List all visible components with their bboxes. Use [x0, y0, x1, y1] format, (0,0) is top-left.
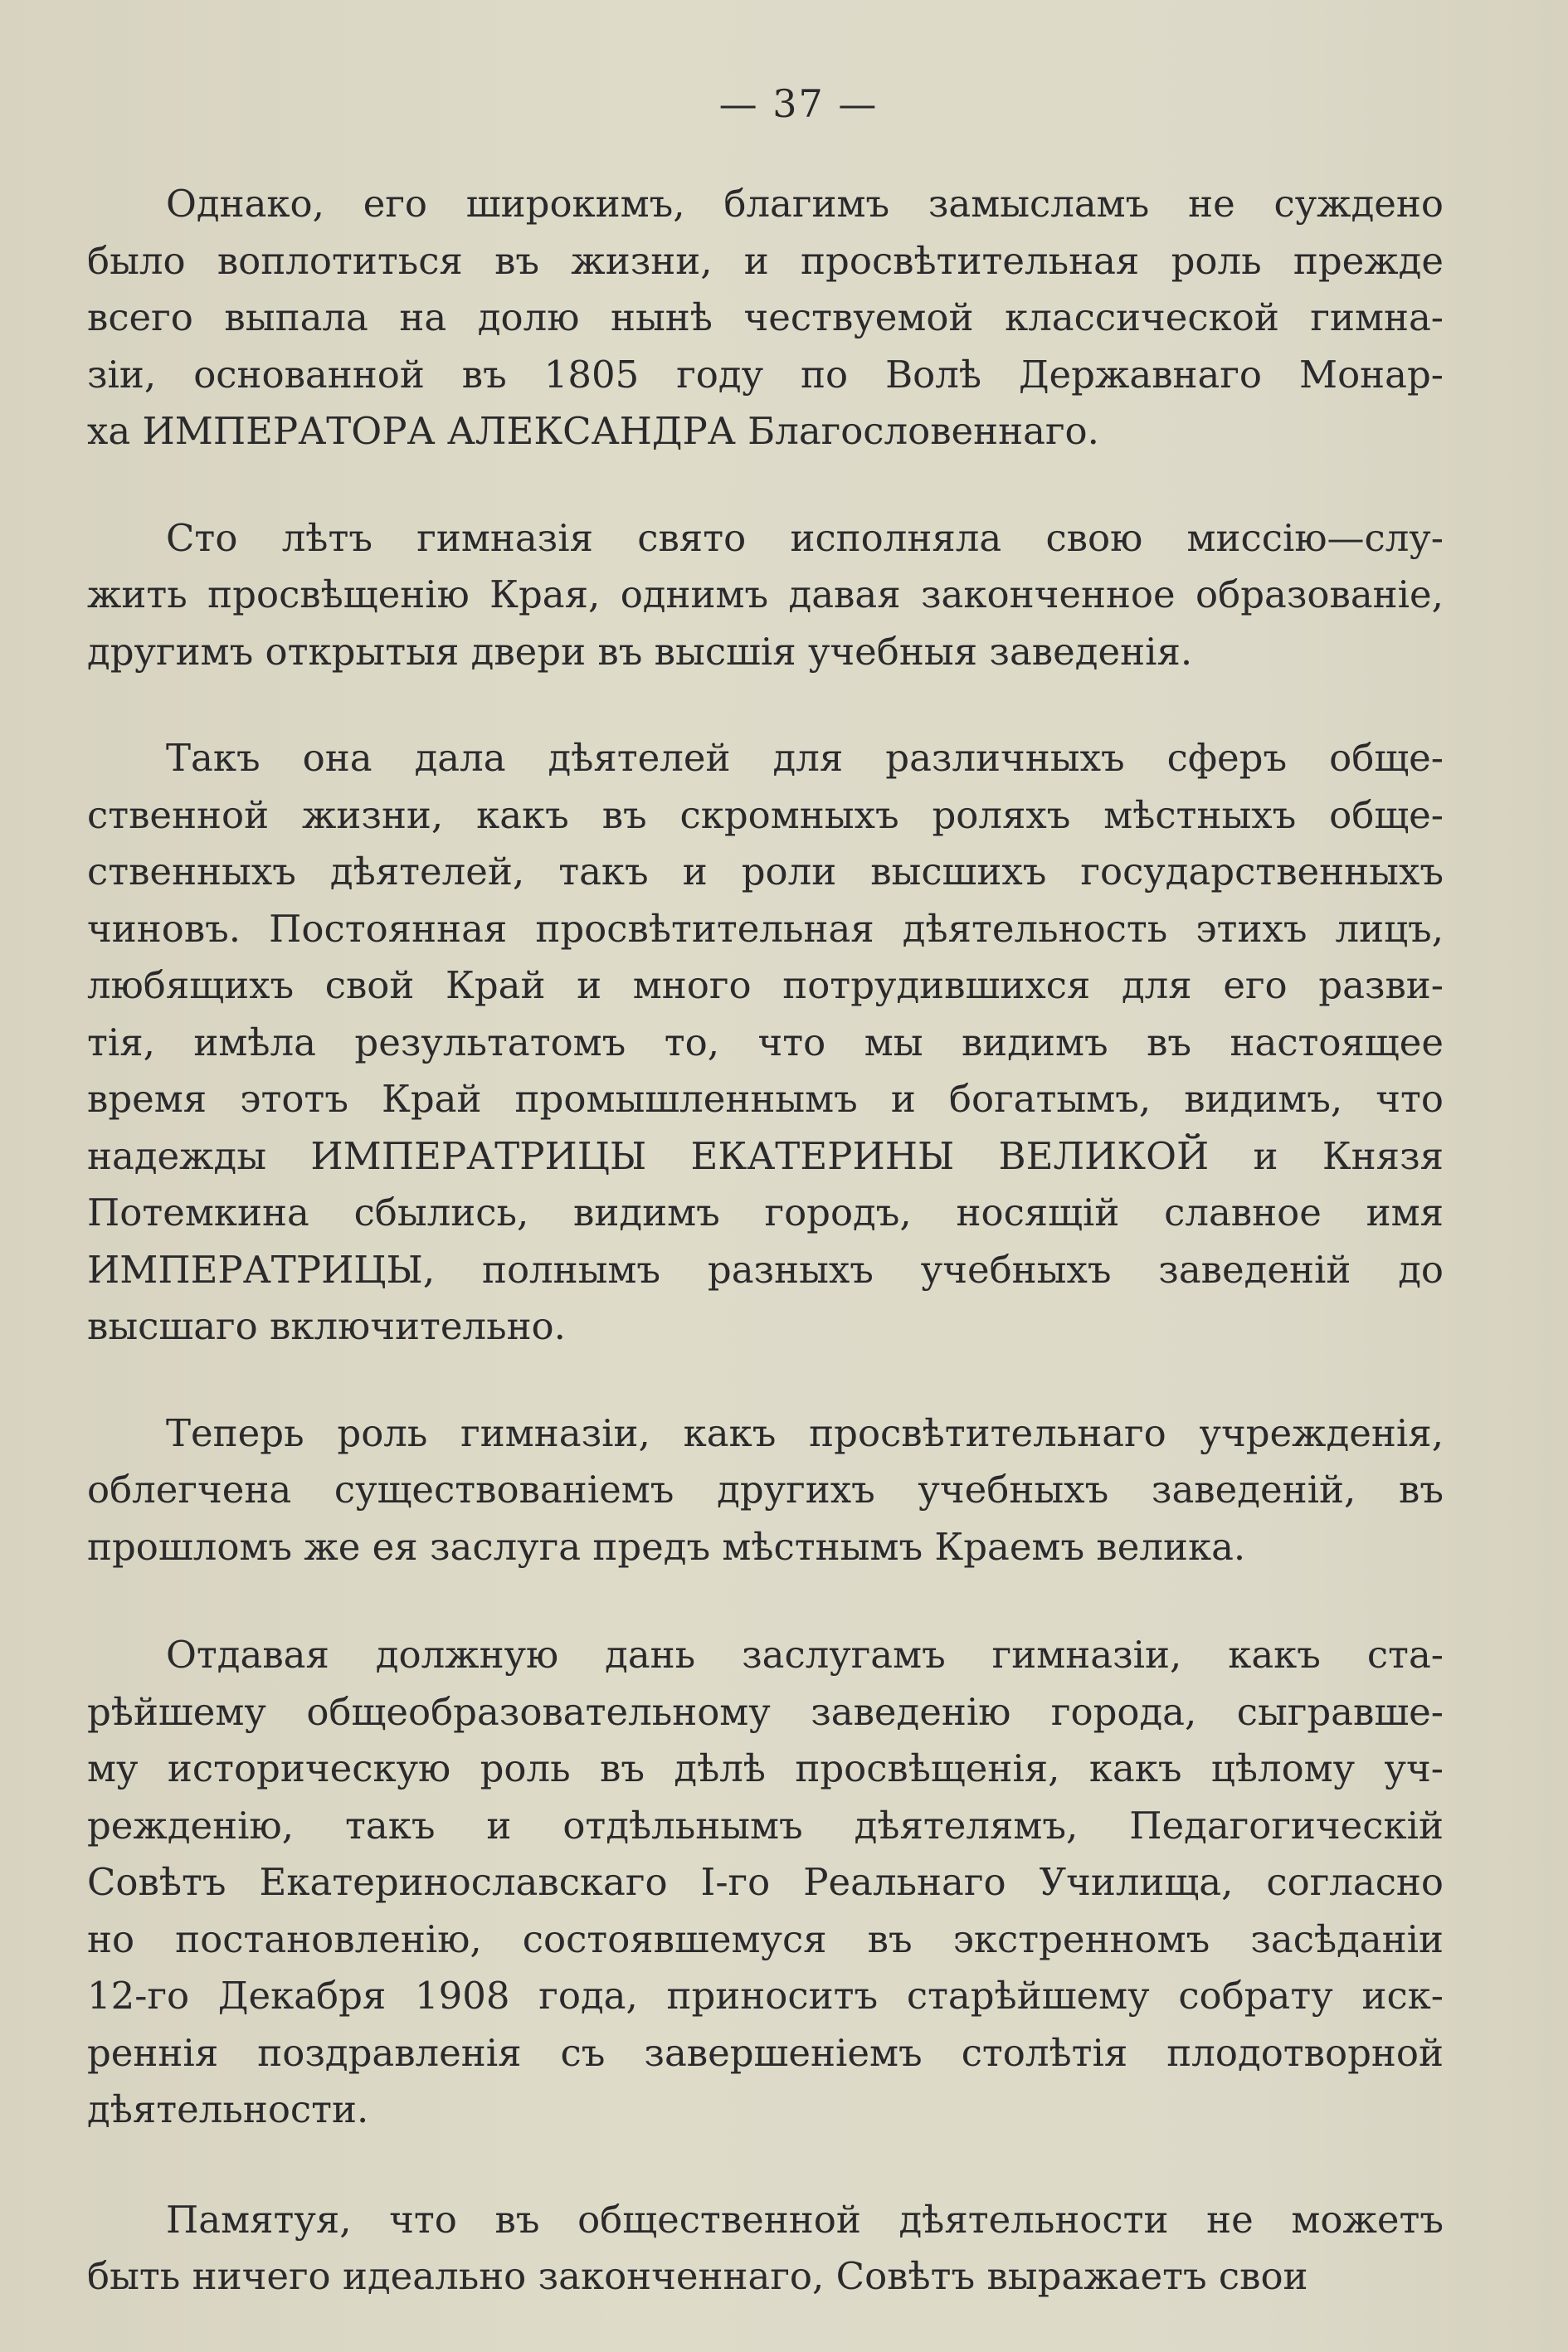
paragraph-4	[87, 1405, 1444, 1576]
text-line: дѣятельности.	[87, 2087, 369, 2131]
text-line: любящихъ свой Край и много потрудившихся для его разви-	[87, 963, 1444, 1007]
text-line: му историческую роль въ дѣлѣ просвѣщенія, какъ цѣлому уч-	[87, 1746, 1444, 1790]
page-number: — 37 —	[718, 81, 879, 126]
text-line: всего выпала на долю нынѣ чествуемой классической гимна-	[87, 295, 1444, 339]
paragraph-gap	[87, 460, 1444, 510]
paragraph-gap	[87, 2139, 1444, 2192]
paragraph-3	[87, 730, 1444, 1356]
text-line: высшаго включительно.	[87, 1304, 566, 1348]
text-line: время этотъ Край промышленнымъ и богатымъ, видимъ, что	[87, 1077, 1444, 1121]
text-line: ственныхъ дѣятелей, такъ и роли высшихъ государственныхъ	[87, 850, 1444, 894]
text-line: облегчена существованіемъ другихъ учебныхъ заведеній, въ	[87, 1468, 1444, 1512]
paragraph-1	[87, 176, 1444, 460]
paragraph-gap	[87, 680, 1444, 730]
text-line: быть ничего идеально законченнаго, Совѣтъ выражаетъ свои	[87, 2254, 1308, 2298]
text-line: Однако, его широкимъ, благимъ замысламъ не суждено	[166, 182, 1444, 226]
text-line: Совѣтъ Екатеринославскаго І-го Реальнаго Училища, согласно	[87, 1860, 1444, 1904]
text-line: тія, имѣла результатомъ то, что мы видимъ въ настоящее	[87, 1020, 1444, 1064]
text-line: надежды ИМПЕРАТРИЦЫ ЕКАТЕРИНЫ ВЕЛИКОЙ и Князя	[87, 1133, 1444, 1178]
text-line: ИМПЕРАТРИЦЫ, полнымъ разныхъ учебныхъ заведеній до	[87, 1247, 1444, 1292]
text-line: Потемкина сбылись, видимъ городъ, носящій славное имя	[87, 1191, 1444, 1234]
text-line: прошломъ же ея заслуга предъ мѣстнымъ Краемъ велика.	[87, 1524, 1246, 1569]
text-line: но постановленію, состоявшемуся въ экстренномъ засѣданіи	[87, 1916, 1444, 1961]
paragraph-5	[87, 1627, 1444, 2139]
text-line: Такъ она дала дѣятелей для различныхъ сферъ обще-	[166, 736, 1444, 780]
text-line: рѣйшему общеобразовательному заведенію города, сыгравше-	[87, 1689, 1444, 1734]
paragraph-gap	[87, 1575, 1444, 1627]
paragraph-2	[87, 510, 1444, 681]
text-line: режденію, такъ и отдѣльнымъ дѣятелямъ, Педагогическій	[87, 1803, 1444, 1848]
text-line: чиновъ. Постоянная просвѣтительная дѣятельность этихъ лицъ,	[87, 906, 1444, 951]
text-line: 12-го Декабря 1908 года, приноситъ старѣйшему собрату иск-	[87, 1974, 1444, 2018]
text-line: зіи, основанной въ 1805 году по Волѣ Державнаго Монар-	[87, 352, 1444, 397]
text-line: реннія поздравленія съ завершеніемъ столѣтія плодотворной	[87, 2030, 1444, 2075]
text-line: Сто лѣтъ гимназія свято исполняла свою миссію—слу-	[166, 515, 1444, 560]
text-line: ственной жизни, какъ въ скромныхъ роляхъ мѣстныхъ обще-	[87, 792, 1444, 837]
paragraph-6	[87, 2192, 1444, 2306]
text-line: Отдавая должную дань заслугамъ гимназіи, какъ ста-	[166, 1633, 1444, 1677]
text-line: ха ИМПЕРАТОРА АЛЕКСАНДРА Благословеннаго.	[87, 409, 1099, 453]
text-line: другимъ открытыя двери въ высшія учебныя заведенія.	[87, 629, 1193, 674]
paragraph-gap	[87, 1356, 1444, 1405]
page-body-text	[87, 176, 1444, 2306]
text-line: жить просвѣщенію Края, однимъ давая законченное образованіе,	[87, 572, 1444, 616]
text-line: было воплотиться въ жизни, и просвѣтительная роль прежде	[87, 238, 1444, 283]
text-line: Памятуя, что въ общественной дѣятельности не можетъ	[166, 2197, 1444, 2242]
text-line: Теперь роль гимназіи, какъ просвѣтительнаго учрежденія,	[166, 1410, 1444, 1455]
